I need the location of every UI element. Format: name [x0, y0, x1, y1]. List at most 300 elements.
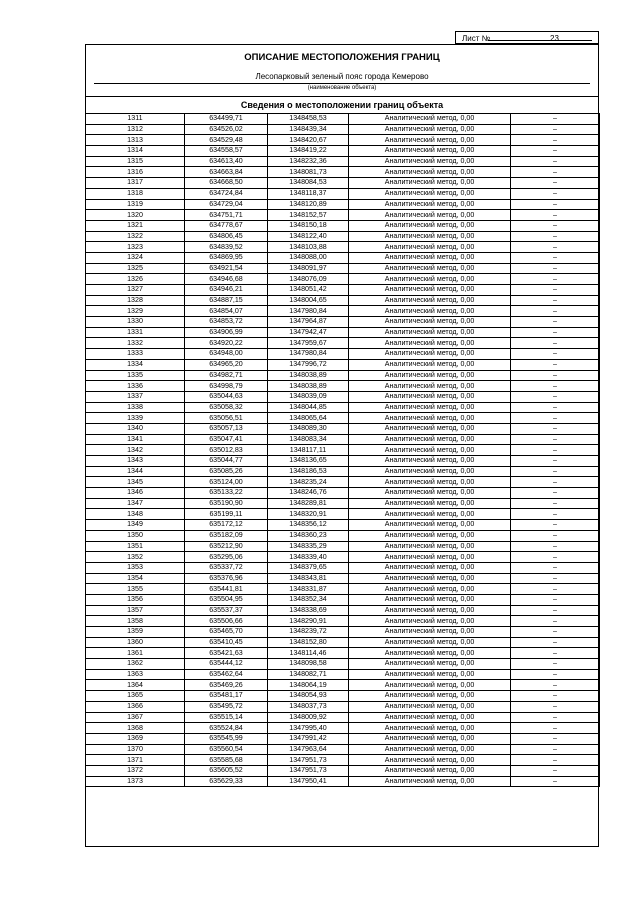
table-row	[86, 263, 600, 274]
x-coordinate-cell: 635462,64	[185, 669, 268, 680]
description-cell: –	[511, 434, 600, 445]
method-accuracy-cell: Аналитический метод, 0,00	[349, 295, 511, 306]
y-coordinate-cell: 1347942,47	[268, 327, 349, 338]
description-cell: –	[511, 146, 600, 157]
method-accuracy-cell: Аналитический метод, 0,00	[349, 594, 511, 605]
x-coordinate-cell: 634854,07	[185, 306, 268, 317]
y-coordinate-cell: 1348088,00	[268, 252, 349, 263]
x-coordinate-cell: 634724,84	[185, 188, 268, 199]
y-coordinate-cell: 1348114,46	[268, 648, 349, 659]
method-accuracy-cell: Аналитический метод, 0,00	[349, 776, 511, 787]
point-number-cell: 1327	[86, 285, 185, 296]
x-coordinate-cell: 635190,90	[185, 498, 268, 509]
description-cell: –	[511, 167, 600, 178]
boundary-points-body	[86, 114, 600, 787]
table-row	[86, 231, 600, 242]
y-coordinate-cell: 1348232,36	[268, 156, 349, 167]
method-accuracy-cell: Аналитический метод, 0,00	[349, 338, 511, 349]
table-row	[86, 167, 600, 178]
y-coordinate-cell: 1348246,76	[268, 488, 349, 499]
table-row	[86, 530, 600, 541]
y-coordinate-cell: 1348098,58	[268, 659, 349, 670]
method-accuracy-cell: Аналитический метод, 0,00	[349, 627, 511, 638]
description-cell: –	[511, 317, 600, 328]
x-coordinate-cell: 634869,95	[185, 252, 268, 263]
y-coordinate-cell: 1348352,34	[268, 594, 349, 605]
x-coordinate-cell: 635441,81	[185, 584, 268, 595]
table-row	[86, 178, 600, 189]
method-accuracy-cell: Аналитический метод, 0,00	[349, 306, 511, 317]
y-coordinate-cell: 1347951,73	[268, 765, 349, 776]
point-number-cell: 1339	[86, 413, 185, 424]
description-cell: –	[511, 381, 600, 392]
description-cell: –	[511, 295, 600, 306]
table-row	[86, 637, 600, 648]
document-title: ОПИСАНИЕ МЕСТОПОЛОЖЕНИЯ ГРАНИЦ	[244, 52, 440, 63]
y-coordinate-cell: 1348458,53	[268, 114, 349, 125]
description-cell: –	[511, 327, 600, 338]
x-coordinate-cell: 634526,02	[185, 124, 268, 135]
y-coordinate-cell: 1348054,93	[268, 691, 349, 702]
table-row	[86, 124, 600, 135]
y-coordinate-cell: 1348089,30	[268, 423, 349, 434]
point-number-cell: 1334	[86, 359, 185, 370]
x-coordinate-cell: 634982,71	[185, 370, 268, 381]
table-row	[86, 765, 600, 776]
y-coordinate-cell: 1348289,81	[268, 498, 349, 509]
point-number-cell: 1331	[86, 327, 185, 338]
table-row	[86, 712, 600, 723]
table-row	[86, 456, 600, 467]
description-cell: –	[511, 498, 600, 509]
description-cell: –	[511, 413, 600, 424]
x-coordinate-cell: 635410,45	[185, 637, 268, 648]
method-accuracy-cell: Аналитический метод, 0,00	[349, 156, 511, 167]
method-accuracy-cell: Аналитический метод, 0,00	[349, 167, 511, 178]
method-accuracy-cell: Аналитический метод, 0,00	[349, 252, 511, 263]
point-number-cell: 1335	[86, 370, 185, 381]
y-coordinate-cell: 1348120,89	[268, 199, 349, 210]
point-number-cell: 1336	[86, 381, 185, 392]
table-row	[86, 413, 600, 424]
description-cell: –	[511, 285, 600, 296]
table-row	[86, 434, 600, 445]
y-coordinate-cell: 1348091,97	[268, 263, 349, 274]
method-accuracy-cell: Аналитический метод, 0,00	[349, 552, 511, 563]
x-coordinate-cell: 635182,09	[185, 530, 268, 541]
point-number-cell: 1348	[86, 509, 185, 520]
description-cell: –	[511, 456, 600, 467]
y-coordinate-cell: 1348290,91	[268, 616, 349, 627]
point-number-cell: 1313	[86, 135, 185, 146]
y-coordinate-cell: 1348037,73	[268, 701, 349, 712]
point-number-cell: 1315	[86, 156, 185, 167]
description-cell: –	[511, 477, 600, 488]
point-number-cell: 1342	[86, 445, 185, 456]
description-cell: –	[511, 637, 600, 648]
y-coordinate-cell: 1348039,09	[268, 391, 349, 402]
table-row	[86, 627, 600, 638]
point-number-cell: 1365	[86, 691, 185, 702]
method-accuracy-cell: Аналитический метод, 0,00	[349, 616, 511, 627]
x-coordinate-cell: 635504,95	[185, 594, 268, 605]
table-row	[86, 541, 600, 552]
method-accuracy-cell: Аналитический метод, 0,00	[349, 285, 511, 296]
point-number-cell: 1367	[86, 712, 185, 723]
method-accuracy-cell: Аналитический метод, 0,00	[349, 220, 511, 231]
y-coordinate-cell: 1348009,92	[268, 712, 349, 723]
method-accuracy-cell: Аналитический метод, 0,00	[349, 146, 511, 157]
x-coordinate-cell: 635605,52	[185, 765, 268, 776]
description-cell: –	[511, 541, 600, 552]
description-cell: –	[511, 648, 600, 659]
point-number-cell: 1330	[86, 317, 185, 328]
x-coordinate-cell: 634613,40	[185, 156, 268, 167]
point-number-cell: 1325	[86, 263, 185, 274]
table-row	[86, 114, 600, 125]
y-coordinate-cell: 1348356,12	[268, 520, 349, 531]
point-number-cell: 1358	[86, 616, 185, 627]
method-accuracy-cell: Аналитический метод, 0,00	[349, 263, 511, 274]
description-cell: –	[511, 488, 600, 499]
table-row	[86, 776, 600, 787]
method-accuracy-cell: Аналитический метод, 0,00	[349, 359, 511, 370]
description-cell: –	[511, 306, 600, 317]
x-coordinate-cell: 635172,12	[185, 520, 268, 531]
x-coordinate-cell: 635545,99	[185, 733, 268, 744]
x-coordinate-cell: 634853,72	[185, 317, 268, 328]
y-coordinate-cell: 1348360,23	[268, 530, 349, 541]
point-number-cell: 1366	[86, 701, 185, 712]
x-coordinate-cell: 635133,22	[185, 488, 268, 499]
y-coordinate-cell: 1348186,53	[268, 466, 349, 477]
description-cell: –	[511, 156, 600, 167]
point-number-cell: 1316	[86, 167, 185, 178]
x-coordinate-cell: 635337,72	[185, 562, 268, 573]
x-coordinate-cell: 634729,04	[185, 199, 268, 210]
x-coordinate-cell: 635585,68	[185, 755, 268, 766]
y-coordinate-cell: 1348152,57	[268, 210, 349, 221]
x-coordinate-cell: 635044,77	[185, 456, 268, 467]
description-cell: –	[511, 616, 600, 627]
table-row	[86, 156, 600, 167]
point-number-cell: 1340	[86, 423, 185, 434]
method-accuracy-cell: Аналитический метод, 0,00	[349, 648, 511, 659]
method-accuracy-cell: Аналитический метод, 0,00	[349, 562, 511, 573]
method-accuracy-cell: Аналитический метод, 0,00	[349, 541, 511, 552]
method-accuracy-cell: Аналитический метод, 0,00	[349, 680, 511, 691]
point-number-cell: 1360	[86, 637, 185, 648]
y-coordinate-cell: 1348235,24	[268, 477, 349, 488]
point-number-cell: 1323	[86, 242, 185, 253]
method-accuracy-cell: Аналитический метод, 0,00	[349, 733, 511, 744]
table-row	[86, 317, 600, 328]
y-coordinate-cell: 1348338,69	[268, 605, 349, 616]
description-cell: –	[511, 231, 600, 242]
point-number-cell: 1362	[86, 659, 185, 670]
table-row	[86, 359, 600, 370]
table-row	[86, 370, 600, 381]
method-accuracy-cell: Аналитический метод, 0,00	[349, 509, 511, 520]
description-cell: –	[511, 124, 600, 135]
table-row	[86, 338, 600, 349]
point-number-cell: 1359	[86, 627, 185, 638]
x-coordinate-cell: 635124,00	[185, 477, 268, 488]
table-row	[86, 391, 600, 402]
table-row	[86, 242, 600, 253]
x-coordinate-cell: 634921,54	[185, 263, 268, 274]
table-row	[86, 488, 600, 499]
y-coordinate-cell: 1348419,22	[268, 146, 349, 157]
y-coordinate-cell: 1348439,34	[268, 124, 349, 135]
table-row	[86, 680, 600, 691]
x-coordinate-cell: 634668,50	[185, 178, 268, 189]
x-coordinate-cell: 635537,37	[185, 605, 268, 616]
y-coordinate-cell: 1348117,11	[268, 445, 349, 456]
table-row	[86, 509, 600, 520]
description-cell: –	[511, 445, 600, 456]
description-cell: –	[511, 509, 600, 520]
method-accuracy-cell: Аналитический метод, 0,00	[349, 434, 511, 445]
y-coordinate-cell: 1348065,64	[268, 413, 349, 424]
x-coordinate-cell: 635421,63	[185, 648, 268, 659]
method-accuracy-cell: Аналитический метод, 0,00	[349, 231, 511, 242]
description-cell: –	[511, 744, 600, 755]
description-cell: –	[511, 733, 600, 744]
x-coordinate-cell: 635444,12	[185, 659, 268, 670]
y-coordinate-cell: 1348420,67	[268, 135, 349, 146]
point-number-cell: 1328	[86, 295, 185, 306]
y-coordinate-cell: 1347980,84	[268, 349, 349, 360]
method-accuracy-cell: Аналитический метод, 0,00	[349, 530, 511, 541]
method-accuracy-cell: Аналитический метод, 0,00	[349, 765, 511, 776]
x-coordinate-cell: 635506,66	[185, 616, 268, 627]
point-number-cell: 1332	[86, 338, 185, 349]
x-coordinate-cell: 634887,15	[185, 295, 268, 306]
method-accuracy-cell: Аналитический метод, 0,00	[349, 124, 511, 135]
method-accuracy-cell: Аналитический метод, 0,00	[349, 466, 511, 477]
y-coordinate-cell: 1348103,88	[268, 242, 349, 253]
table-row	[86, 306, 600, 317]
description-cell: –	[511, 765, 600, 776]
y-coordinate-cell: 1347964,87	[268, 317, 349, 328]
y-coordinate-cell: 1348122,40	[268, 231, 349, 242]
method-accuracy-cell: Аналитический метод, 0,00	[349, 669, 511, 680]
point-number-cell: 1314	[86, 146, 185, 157]
description-cell: –	[511, 712, 600, 723]
y-coordinate-cell: 1347980,84	[268, 306, 349, 317]
point-number-cell: 1352	[86, 552, 185, 563]
y-coordinate-cell: 1347995,40	[268, 723, 349, 734]
method-accuracy-cell: Аналитический метод, 0,00	[349, 584, 511, 595]
table-row	[86, 520, 600, 531]
y-coordinate-cell: 1347963,64	[268, 744, 349, 755]
description-cell: –	[511, 114, 600, 125]
table-row	[86, 477, 600, 488]
method-accuracy-cell: Аналитический метод, 0,00	[349, 188, 511, 199]
point-number-cell: 1371	[86, 755, 185, 766]
method-accuracy-cell: Аналитический метод, 0,00	[349, 637, 511, 648]
method-accuracy-cell: Аналитический метод, 0,00	[349, 659, 511, 670]
method-accuracy-cell: Аналитический метод, 0,00	[349, 370, 511, 381]
x-coordinate-cell: 635495,72	[185, 701, 268, 712]
y-coordinate-cell: 1348320,91	[268, 509, 349, 520]
method-accuracy-cell: Аналитический метод, 0,00	[349, 210, 511, 221]
point-number-cell: 1345	[86, 477, 185, 488]
method-accuracy-cell: Аналитический метод, 0,00	[349, 349, 511, 360]
x-coordinate-cell: 634948,00	[185, 349, 268, 360]
point-number-cell: 1357	[86, 605, 185, 616]
description-cell: –	[511, 370, 600, 381]
method-accuracy-cell: Аналитический метод, 0,00	[349, 573, 511, 584]
method-accuracy-cell: Аналитический метод, 0,00	[349, 488, 511, 499]
method-accuracy-cell: Аналитический метод, 0,00	[349, 755, 511, 766]
table-row	[86, 691, 600, 702]
point-number-cell: 1338	[86, 402, 185, 413]
y-coordinate-cell: 1348118,37	[268, 188, 349, 199]
y-coordinate-cell: 1348136,65	[268, 456, 349, 467]
y-coordinate-cell: 1348051,42	[268, 285, 349, 296]
description-cell: –	[511, 659, 600, 670]
description-cell: –	[511, 252, 600, 263]
point-number-cell: 1344	[86, 466, 185, 477]
y-coordinate-cell: 1348082,71	[268, 669, 349, 680]
point-number-cell: 1347	[86, 498, 185, 509]
y-coordinate-cell: 1348379,65	[268, 562, 349, 573]
y-coordinate-cell: 1348076,09	[268, 274, 349, 285]
method-accuracy-cell: Аналитический метод, 0,00	[349, 274, 511, 285]
table-row	[86, 466, 600, 477]
x-coordinate-cell: 634529,48	[185, 135, 268, 146]
description-cell: –	[511, 701, 600, 712]
x-coordinate-cell: 634663,84	[185, 167, 268, 178]
x-coordinate-cell: 634751,71	[185, 210, 268, 221]
method-accuracy-cell: Аналитический метод, 0,00	[349, 691, 511, 702]
point-number-cell: 1312	[86, 124, 185, 135]
table-row	[86, 445, 600, 456]
table-row	[86, 648, 600, 659]
point-number-cell: 1349	[86, 520, 185, 531]
method-accuracy-cell: Аналитический метод, 0,00	[349, 391, 511, 402]
table-row	[86, 285, 600, 296]
point-number-cell: 1369	[86, 733, 185, 744]
table-row	[86, 295, 600, 306]
table-row	[86, 199, 600, 210]
description-cell: –	[511, 552, 600, 563]
header-divider	[86, 96, 598, 97]
y-coordinate-cell: 1348339,40	[268, 552, 349, 563]
x-coordinate-cell: 635047,41	[185, 434, 268, 445]
x-coordinate-cell: 635465,70	[185, 627, 268, 638]
table-row	[86, 552, 600, 563]
sheet-number: 23	[550, 34, 559, 43]
y-coordinate-cell: 1348083,34	[268, 434, 349, 445]
method-accuracy-cell: Аналитический метод, 0,00	[349, 178, 511, 189]
table-row	[86, 744, 600, 755]
table-row	[86, 498, 600, 509]
x-coordinate-cell: 635199,11	[185, 509, 268, 520]
description-cell: –	[511, 605, 600, 616]
x-coordinate-cell: 635044,63	[185, 391, 268, 402]
point-number-cell: 1363	[86, 669, 185, 680]
method-accuracy-cell: Аналитический метод, 0,00	[349, 381, 511, 392]
object-name-underline	[94, 83, 590, 84]
point-number-cell: 1341	[86, 434, 185, 445]
description-cell: –	[511, 210, 600, 221]
description-cell: –	[511, 562, 600, 573]
boundary-points-table	[85, 113, 600, 787]
description-cell: –	[511, 584, 600, 595]
y-coordinate-cell: 1348335,29	[268, 541, 349, 552]
point-number-cell: 1320	[86, 210, 185, 221]
x-coordinate-cell: 635515,14	[185, 712, 268, 723]
x-coordinate-cell: 634778,67	[185, 220, 268, 231]
description-cell: –	[511, 349, 600, 360]
y-coordinate-cell: 1347991,42	[268, 733, 349, 744]
method-accuracy-cell: Аналитический метод, 0,00	[349, 445, 511, 456]
sheet-label: Лист №	[462, 34, 491, 43]
y-coordinate-cell: 1348081,73	[268, 167, 349, 178]
description-cell: –	[511, 723, 600, 734]
description-cell: –	[511, 263, 600, 274]
method-accuracy-cell: Аналитический метод, 0,00	[349, 723, 511, 734]
point-number-cell: 1333	[86, 349, 185, 360]
y-coordinate-cell: 1347951,73	[268, 755, 349, 766]
description-cell: –	[511, 359, 600, 370]
table-row	[86, 274, 600, 285]
method-accuracy-cell: Аналитический метод, 0,00	[349, 199, 511, 210]
table-row	[86, 381, 600, 392]
point-number-cell: 1368	[86, 723, 185, 734]
table-row	[86, 605, 600, 616]
description-cell: –	[511, 776, 600, 787]
point-number-cell: 1355	[86, 584, 185, 595]
object-name: Лесопарковый зеленый пояс города Кемерово	[255, 72, 429, 81]
method-accuracy-cell: Аналитический метод, 0,00	[349, 701, 511, 712]
x-coordinate-cell: 635058,32	[185, 402, 268, 413]
description-cell: –	[511, 274, 600, 285]
x-coordinate-cell: 634965,20	[185, 359, 268, 370]
point-number-cell: 1321	[86, 220, 185, 231]
x-coordinate-cell: 634946,21	[185, 285, 268, 296]
y-coordinate-cell: 1348343,81	[268, 573, 349, 584]
method-accuracy-cell: Аналитический метод, 0,00	[349, 402, 511, 413]
description-cell: –	[511, 199, 600, 210]
sheet-number-underline	[488, 40, 592, 41]
point-number-cell: 1317	[86, 178, 185, 189]
method-accuracy-cell: Аналитический метод, 0,00	[349, 456, 511, 467]
description-cell: –	[511, 135, 600, 146]
y-coordinate-cell: 1347996,72	[268, 359, 349, 370]
document-frame	[85, 44, 599, 847]
table-row	[86, 327, 600, 338]
description-cell: –	[511, 391, 600, 402]
x-coordinate-cell: 635376,96	[185, 573, 268, 584]
point-number-cell: 1318	[86, 188, 185, 199]
y-coordinate-cell: 1348004,65	[268, 295, 349, 306]
x-coordinate-cell: 635057,13	[185, 423, 268, 434]
x-coordinate-cell: 634839,52	[185, 242, 268, 253]
description-cell: –	[511, 220, 600, 231]
table-row	[86, 669, 600, 680]
point-number-cell: 1370	[86, 744, 185, 755]
method-accuracy-cell: Аналитический метод, 0,00	[349, 712, 511, 723]
x-coordinate-cell: 635012,83	[185, 445, 268, 456]
point-number-cell: 1353	[86, 562, 185, 573]
point-number-cell: 1372	[86, 765, 185, 776]
method-accuracy-cell: Аналитический метод, 0,00	[349, 520, 511, 531]
point-number-cell: 1311	[86, 114, 185, 125]
